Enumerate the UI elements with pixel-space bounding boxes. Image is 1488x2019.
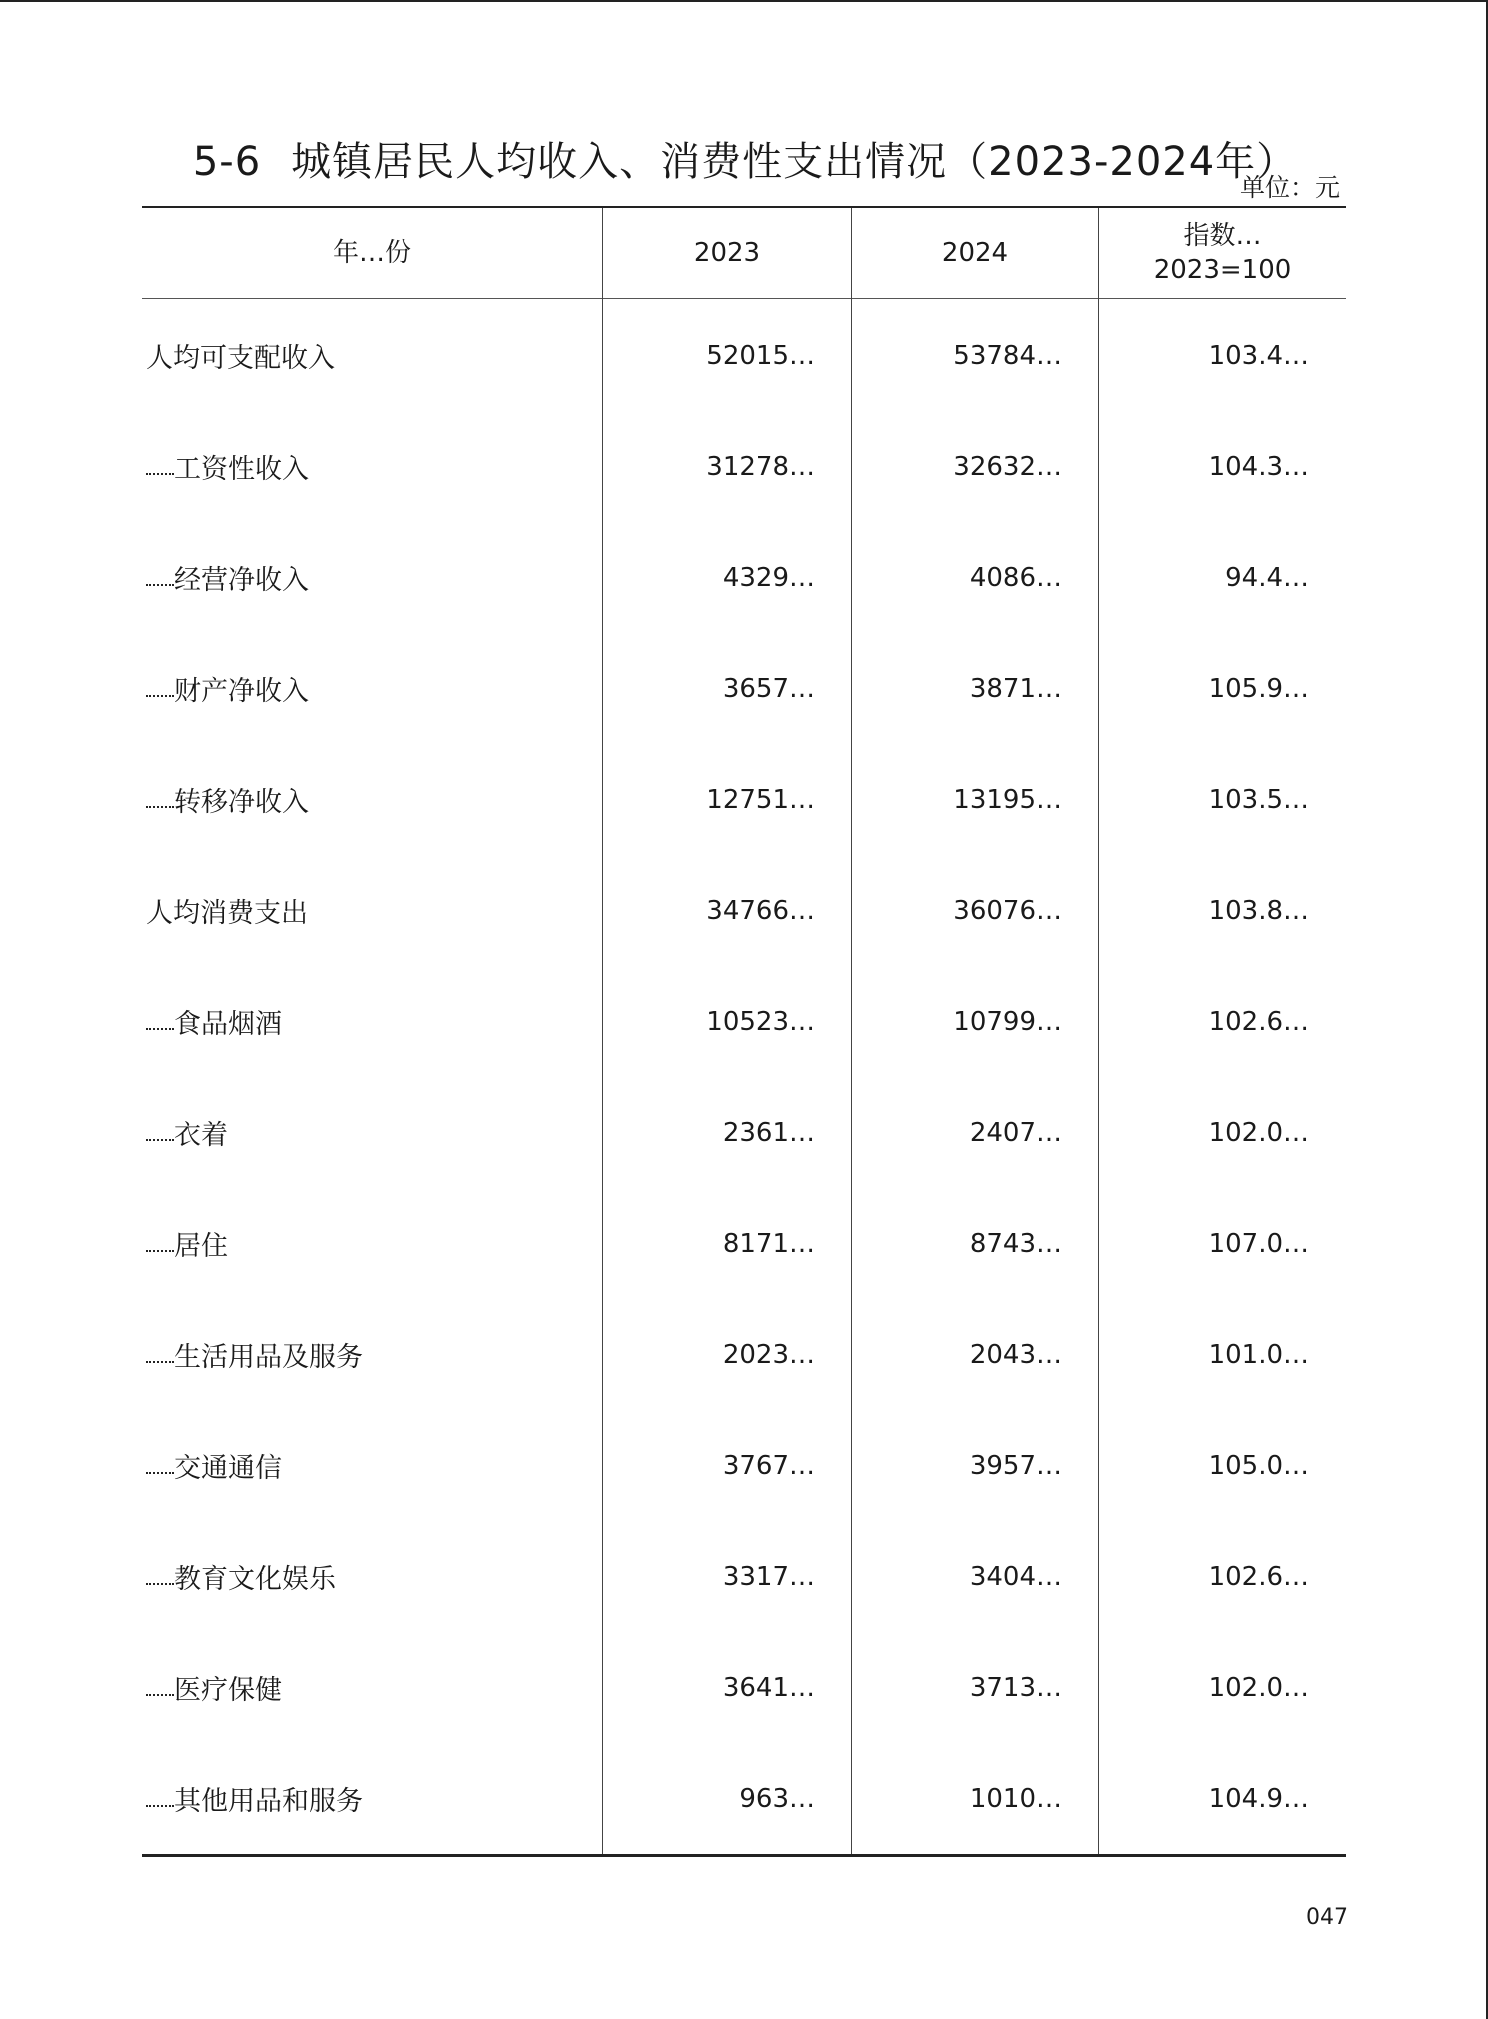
- value-2024: 53784…: [953, 340, 1062, 371]
- index-value: 104.3…: [1208, 451, 1309, 482]
- header-index-label: 指数…: [1183, 221, 1262, 251]
- index-value: 102.0…: [1208, 1672, 1309, 1703]
- table-row: [142, 1188, 1346, 1299]
- row-label-text: 医疗保健: [174, 1675, 282, 1706]
- row-label: [146, 1521, 596, 1632]
- table-row: [142, 1299, 1346, 1410]
- row-label: [146, 1188, 596, 1299]
- value-2024: 2043…: [969, 1339, 1062, 1370]
- index-value: 105.0…: [1208, 1450, 1309, 1481]
- value-2024: 3404…: [969, 1561, 1062, 1592]
- value-2024: 10799…: [953, 1006, 1062, 1037]
- table-row: [142, 1077, 1346, 1188]
- row-label-text: 财产净收入: [174, 676, 309, 707]
- value-2024: 3957…: [969, 1450, 1062, 1481]
- row-label: [146, 1410, 596, 1521]
- value-2023: 52015…: [706, 340, 815, 371]
- value-2023: 3657…: [722, 673, 815, 704]
- header-year: [142, 208, 602, 298]
- row-label: [146, 966, 596, 1077]
- index-value: 94.4…: [1225, 562, 1309, 593]
- index-value: 102.6…: [1208, 1561, 1309, 1592]
- row-label-text: 经营净收入: [174, 565, 309, 596]
- index-value: 103.5…: [1208, 784, 1309, 815]
- indent-leader: [146, 681, 174, 697]
- page-top-border: [0, 0, 1488, 2]
- row-label: [146, 1743, 596, 1854]
- row-label-text: 人均可支配收入: [146, 343, 335, 374]
- header-2024: [852, 208, 1098, 298]
- header-2023: [603, 208, 851, 298]
- row-label: [146, 1077, 596, 1188]
- indent-leader: [146, 1680, 174, 1696]
- header-2024-label: 2024: [941, 238, 1009, 268]
- table-row: [142, 1410, 1346, 1521]
- row-label: [146, 855, 596, 966]
- table-row: [142, 1743, 1346, 1854]
- value-2024: 32632…: [953, 451, 1062, 482]
- table-row: [142, 411, 1346, 522]
- table-row: [142, 633, 1346, 744]
- table-bottom-rule: [142, 1854, 1346, 1857]
- value-2023: 31278…: [706, 451, 815, 482]
- table-code: 5-6: [192, 139, 262, 185]
- table-row: [142, 855, 1346, 966]
- indent-leader: [146, 792, 174, 808]
- table-row: [142, 1521, 1346, 1632]
- index-value: 101.0…: [1208, 1339, 1309, 1370]
- page-title: [140, 130, 1350, 187]
- value-2024: 36076…: [953, 895, 1062, 926]
- index-value: 105.9…: [1208, 673, 1309, 704]
- indent-leader: [146, 1125, 174, 1141]
- row-label-text: 交通通信: [174, 1453, 282, 1484]
- value-2023: 10523…: [706, 1006, 815, 1037]
- header-2023-label: 2023: [693, 238, 761, 268]
- value-2024: 1010…: [969, 1783, 1062, 1814]
- table-row: [142, 966, 1346, 1077]
- value-2023: 3317…: [722, 1561, 815, 1592]
- indent-leader: [146, 1347, 174, 1363]
- row-label: [146, 633, 596, 744]
- row-label: [146, 1632, 596, 1743]
- row-label-text: 食品烟酒: [174, 1009, 282, 1040]
- index-value: 104.9…: [1208, 1783, 1309, 1814]
- indent-leader: [146, 1014, 174, 1030]
- row-label-text: 衣着: [174, 1120, 228, 1151]
- value-2024: 3871…: [969, 673, 1062, 704]
- table-row: [142, 522, 1346, 633]
- indent-leader: [146, 570, 174, 586]
- table-row: [142, 1632, 1346, 1743]
- table-row: [142, 300, 1346, 411]
- row-label: [146, 411, 596, 522]
- value-2023: 2023…: [722, 1339, 815, 1370]
- table-title-text: 城镇居民人均收入、消费性支出情况（2023-2024年）: [291, 139, 1298, 185]
- index-value: 103.8…: [1208, 895, 1309, 926]
- row-label: [146, 744, 596, 855]
- indent-leader: [146, 1458, 174, 1474]
- value-2023: 3767…: [722, 1450, 815, 1481]
- page-number: 047: [1306, 1905, 1348, 1930]
- indent-leader: [146, 459, 174, 475]
- index-value: 107.0…: [1208, 1228, 1309, 1259]
- indent-leader: [146, 1569, 174, 1585]
- index-value: 102.6…: [1208, 1006, 1309, 1037]
- row-label-text: 转移净收入: [174, 787, 309, 818]
- header-index: [1099, 208, 1346, 298]
- value-2024: 13195…: [953, 784, 1062, 815]
- row-label-text: 其他用品和服务: [174, 1786, 363, 1817]
- indent-leader: [146, 1791, 174, 1807]
- value-2024: 8743…: [969, 1228, 1062, 1259]
- row-label: [146, 522, 596, 633]
- value-2024: 2407…: [969, 1117, 1062, 1148]
- value-2024: 4086…: [969, 562, 1062, 593]
- value-2023: 963…: [739, 1783, 815, 1814]
- unit-label: 单位：元: [1239, 173, 1340, 202]
- row-label-text: 生活用品及服务: [174, 1342, 363, 1373]
- value-2023: 12751…: [706, 784, 815, 815]
- data-table: [142, 206, 1346, 1856]
- index-value: 102.0…: [1208, 1117, 1309, 1148]
- row-label: [146, 300, 596, 411]
- indent-leader: [146, 1236, 174, 1252]
- header-year-label: 年…份: [332, 238, 411, 268]
- value-2023: 3641…: [722, 1672, 815, 1703]
- table-row: [142, 744, 1346, 855]
- header-index-base: 2023=100: [1153, 255, 1292, 285]
- row-label-text: 居住: [174, 1231, 228, 1262]
- value-2024: 3713…: [969, 1672, 1062, 1703]
- value-2023: 34766…: [706, 895, 815, 926]
- row-label-text: 教育文化娱乐: [174, 1564, 336, 1595]
- index-value: 103.4…: [1208, 340, 1309, 371]
- value-2023: 8171…: [722, 1228, 815, 1259]
- row-label: [146, 1299, 596, 1410]
- value-2023: 4329…: [722, 562, 815, 593]
- row-label-text: 人均消费支出: [146, 898, 308, 929]
- value-2023: 2361…: [722, 1117, 815, 1148]
- table-header-rule: [142, 298, 1346, 299]
- row-label-text: 工资性收入: [174, 454, 309, 485]
